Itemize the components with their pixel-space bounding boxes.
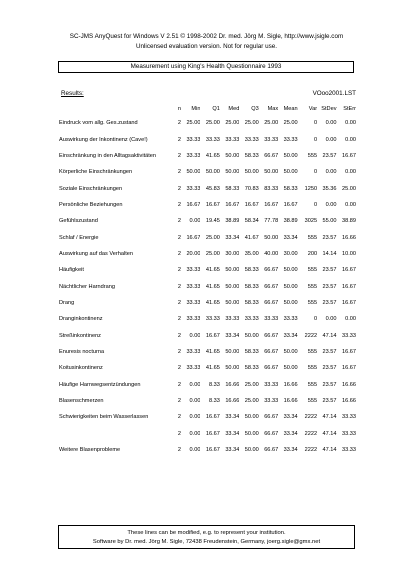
row-label: Blasenschmerzen — [59, 398, 104, 405]
report-title-box — [58, 61, 354, 73]
cell-max: 16.67 — [264, 201, 279, 208]
cell-med: 33.33 — [225, 136, 240, 143]
cell-min: 0.00 — [189, 398, 201, 405]
cell-sterr: 16.66 — [342, 398, 356, 405]
cell-q3: 33.33 — [244, 136, 259, 143]
cell-max: 66.67 — [264, 267, 279, 274]
row-label — [59, 426, 173, 442]
cell-q1: 25.00 — [205, 250, 220, 257]
cell-n: 2 — [177, 218, 181, 225]
cell-max: 33.33 — [264, 316, 279, 323]
cell-med: 33.34 — [225, 332, 240, 339]
cell-q1: 41.65 — [205, 283, 220, 290]
column-header-label — [59, 102, 173, 115]
cell-stdev: 47.14 — [322, 430, 337, 437]
row-label: Schwierigkeiten beim Wasserlassen — [59, 414, 149, 421]
cell-sterr: 0.00 — [345, 316, 356, 323]
table-row — [59, 131, 356, 147]
cell-n: 2 — [177, 430, 181, 437]
table-row — [59, 180, 356, 196]
cell-max: 66.67 — [264, 299, 279, 306]
results-label: Results: — [61, 90, 84, 97]
cell-med: 33.34 — [225, 414, 240, 421]
cell-var: 0 — [313, 136, 318, 143]
cell-mean: 38.89 — [283, 218, 298, 225]
cell-q3: 50.00 — [244, 430, 259, 437]
cell-mean: 30.00 — [283, 250, 298, 257]
header-copyright-line: SC-JMS AnyQuest for Windows V 2.51 © 1998-2002 Dr. med. Jörg M. Sigle, http://www.jsigle.com — [69, 33, 344, 40]
row-label: Auswirkung auf das Verhalten — [59, 250, 134, 257]
footer-software-line: Software by Dr. med. Jörg M. Sigle, 72438 Freudenstein, Germany, joerg.sigle@gmx.net — [92, 538, 321, 545]
cell-q1: 41.65 — [205, 267, 220, 274]
cell-mean: 25.00 — [283, 120, 298, 127]
cell-q3: 50.00 — [244, 169, 259, 176]
cell-max: 33.33 — [264, 398, 279, 405]
cell-stdev: 14.14 — [322, 250, 337, 257]
cell-q3: 35.00 — [244, 250, 259, 257]
cell-stdev: 47.14 — [322, 447, 337, 454]
cell-q1: 45.83 — [205, 185, 220, 192]
table-body — [59, 115, 356, 458]
cell-stdev: 23.57 — [322, 234, 337, 241]
cell-q1: 16.67 — [205, 414, 220, 421]
cell-mean: 16.67 — [283, 201, 298, 208]
row-label: Körperliche Einschränkungen — [59, 169, 133, 176]
cell-sterr: 16.66 — [342, 234, 356, 241]
column-header-mean: Mean — [283, 105, 298, 112]
cell-n: 2 — [177, 299, 181, 306]
cell-var: 200 — [307, 250, 318, 257]
cell-med: 50.00 — [225, 348, 240, 355]
column-header-q1: Q1 — [212, 105, 220, 112]
table-row — [59, 426, 356, 442]
cell-mean: 50.00 — [283, 152, 298, 159]
cell-q1: 33.33 — [205, 316, 220, 323]
cell-sterr: 33.33 — [342, 430, 356, 437]
cell-med: 33.34 — [225, 430, 240, 437]
cell-stdev: 23.57 — [322, 283, 337, 290]
cell-min: 33.33 — [186, 267, 201, 274]
cell-mean: 50.00 — [283, 365, 298, 372]
cell-n: 2 — [177, 381, 181, 388]
cell-max: 33.33 — [264, 381, 279, 388]
cell-min: 20.00 — [186, 250, 201, 257]
cell-mean: 33.33 — [283, 136, 298, 143]
cell-sterr: 38.89 — [342, 218, 356, 225]
cell-stdev: 55.00 — [322, 218, 337, 225]
cell-max: 50.00 — [264, 169, 279, 176]
cell-n: 2 — [177, 201, 181, 208]
cell-q3: 58.33 — [244, 348, 259, 355]
row-label: Auswirkung der Inkontinenz (Cave!) — [59, 136, 148, 143]
cell-q3: 16.67 — [244, 201, 259, 208]
cell-mean: 58.33 — [283, 185, 298, 192]
cell-q1: 41.65 — [205, 152, 220, 159]
cell-mean: 50.00 — [283, 267, 298, 274]
cell-q1: 41.65 — [205, 348, 220, 355]
cell-q3: 58.33 — [244, 267, 259, 274]
table-header-row — [59, 102, 356, 115]
table-row — [59, 213, 356, 229]
cell-n: 2 — [177, 348, 181, 355]
cell-min: 50.00 — [186, 169, 201, 176]
cell-mean: 16.66 — [283, 381, 298, 388]
cell-med: 50.00 — [225, 365, 240, 372]
column-header-q3: Q3 — [251, 105, 259, 112]
row-label: Nächtlicher Harndrang — [59, 283, 115, 290]
cell-var: 2222 — [304, 332, 318, 339]
cell-mean: 33.34 — [283, 414, 298, 421]
cell-min: 0.00 — [189, 218, 201, 225]
cell-max: 50.00 — [264, 234, 279, 241]
cell-n: 2 — [177, 136, 181, 143]
row-label: Soziale Einschränkungen — [59, 185, 123, 192]
cell-sterr: 16.66 — [342, 381, 356, 388]
cell-n: 2 — [177, 365, 181, 372]
cell-max: 33.33 — [264, 136, 279, 143]
cell-min: 33.33 — [186, 136, 201, 143]
cell-sterr: 0.00 — [345, 169, 356, 176]
cell-n: 2 — [177, 185, 181, 192]
cell-sterr: 33.33 — [342, 414, 356, 421]
cell-mean: 33.33 — [283, 316, 298, 323]
cell-n: 2 — [177, 316, 181, 323]
row-label: Enuresis nocturna — [59, 348, 105, 355]
cell-q1: 50.00 — [205, 169, 220, 176]
cell-stdev: 23.57 — [322, 267, 337, 274]
column-header-max: Max — [267, 105, 279, 112]
column-header-min: Min — [191, 105, 201, 112]
cell-q3: 58.33 — [244, 299, 259, 306]
table-row — [59, 278, 356, 294]
cell-var: 555 — [307, 152, 318, 159]
cell-min: 0.00 — [189, 332, 201, 339]
row-label: Weitere Blasenprobleme — [59, 447, 121, 454]
cell-stdev: 47.14 — [322, 414, 337, 421]
cell-med: 50.00 — [225, 299, 240, 306]
cell-stdev: 23.57 — [322, 365, 337, 372]
table-row — [59, 115, 356, 131]
table-row — [59, 344, 356, 360]
cell-stdev: 0.00 — [325, 136, 337, 143]
cell-q3: 70.83 — [244, 185, 259, 192]
cell-q3: 50.00 — [244, 332, 259, 339]
cell-stdev: 0.00 — [325, 120, 337, 127]
results-table — [59, 102, 356, 458]
cell-var: 555 — [307, 398, 318, 405]
cell-min: 0.00 — [189, 381, 201, 388]
cell-sterr: 0.00 — [345, 120, 356, 127]
cell-n: 2 — [177, 250, 181, 257]
cell-med: 30.00 — [225, 250, 240, 257]
cell-med: 58.33 — [225, 185, 240, 192]
cell-q1: 19.45 — [205, 218, 220, 225]
cell-max: 25.00 — [264, 120, 279, 127]
cell-sterr: 16.67 — [342, 267, 356, 274]
cell-stdev: 35.36 — [322, 185, 337, 192]
cell-n: 2 — [177, 447, 181, 454]
cell-mean: 50.00 — [283, 283, 298, 290]
cell-max: 66.67 — [264, 152, 279, 159]
cell-med: 16.67 — [225, 201, 240, 208]
cell-q1: 33.33 — [205, 136, 220, 143]
cell-stdev: 23.57 — [322, 348, 337, 355]
table-row — [59, 327, 356, 343]
cell-var: 2222 — [304, 447, 318, 454]
cell-var: 2222 — [304, 414, 318, 421]
cell-n: 2 — [177, 152, 181, 159]
row-label: Häufige Harnwegsentzündungen — [59, 381, 141, 388]
row-label: Schlaf / Energie — [59, 234, 99, 241]
cell-var: 555 — [307, 283, 318, 290]
cell-var: 0 — [313, 316, 318, 323]
cell-sterr: 0.00 — [345, 136, 356, 143]
cell-q1: 16.67 — [205, 430, 220, 437]
cell-min: 33.33 — [186, 316, 201, 323]
cell-q3: 58.33 — [244, 365, 259, 372]
cell-max: 66.67 — [264, 430, 279, 437]
cell-med: 16.66 — [225, 381, 240, 388]
cell-min: 0.00 — [189, 430, 201, 437]
cell-n: 2 — [177, 120, 181, 127]
cell-q1: 16.67 — [205, 332, 220, 339]
cell-med: 50.00 — [225, 169, 240, 176]
cell-q3: 41.67 — [244, 234, 259, 241]
cell-n: 2 — [177, 267, 181, 274]
table-row — [59, 409, 356, 425]
cell-sterr: 16.67 — [342, 283, 356, 290]
cell-med: 50.00 — [225, 283, 240, 290]
cell-var: 555 — [307, 267, 318, 274]
cell-var: 555 — [307, 299, 318, 306]
cell-q1: 41.65 — [205, 365, 220, 372]
footer-institution-line: These lines can be modified, e.g. to represent your institution. — [127, 530, 286, 536]
row-label: Persönliche Beziehungen — [59, 201, 123, 208]
cell-q1: 41.65 — [205, 299, 220, 306]
table-row — [59, 295, 356, 311]
cell-sterr: 33.33 — [342, 332, 356, 339]
cell-sterr: 16.67 — [342, 348, 356, 355]
cell-sterr: 16.67 — [342, 299, 356, 306]
cell-stdev: 23.57 — [322, 152, 337, 159]
header-license-notice: Unlicensed evaluation version. Not for regular use. — [135, 43, 278, 50]
cell-min: 16.67 — [186, 201, 201, 208]
table-row — [59, 197, 356, 213]
cell-max: 66.67 — [264, 348, 279, 355]
cell-mean: 16.66 — [283, 398, 298, 405]
table-row — [59, 164, 356, 180]
cell-min: 16.67 — [186, 234, 201, 241]
cell-med: 33.34 — [225, 447, 240, 454]
cell-q3: 25.00 — [244, 398, 259, 405]
cell-mean: 33.34 — [283, 430, 298, 437]
cell-n: 2 — [177, 398, 181, 405]
cell-q3: 58.33 — [244, 283, 259, 290]
row-label: Häufigkeit — [59, 267, 84, 274]
cell-q1: 25.00 — [205, 234, 220, 241]
cell-mean: 33.34 — [283, 447, 298, 454]
cell-n: 2 — [177, 414, 181, 421]
table-row — [59, 360, 356, 376]
cell-min: 0.00 — [189, 447, 201, 454]
table-row — [59, 377, 356, 393]
cell-med: 33.34 — [225, 234, 240, 241]
cell-stdev: 23.57 — [322, 381, 337, 388]
cell-var: 555 — [307, 348, 318, 355]
cell-max: 83.33 — [264, 185, 279, 192]
cell-min: 33.33 — [186, 185, 201, 192]
cell-min: 33.33 — [186, 348, 201, 355]
cell-sterr: 33.33 — [342, 447, 356, 454]
row-label: Eindruck vom allg. Ges.zustand — [59, 120, 138, 127]
cell-stdev: 47.14 — [322, 332, 337, 339]
cell-q1: 8.33 — [208, 398, 220, 405]
cell-q1: 16.67 — [205, 201, 220, 208]
cell-stdev: 23.57 — [322, 299, 337, 306]
cell-med: 38.89 — [225, 218, 240, 225]
cell-mean: 50.00 — [283, 169, 298, 176]
cell-min: 33.33 — [186, 283, 201, 290]
column-header-stdev: StDev — [321, 105, 337, 112]
cell-stdev: 23.57 — [322, 398, 337, 405]
footer-box — [58, 525, 355, 549]
cell-stdev: 0.00 — [325, 169, 337, 176]
cell-max: 66.67 — [264, 447, 279, 454]
cell-var: 555 — [307, 381, 318, 388]
cell-n: 2 — [177, 332, 181, 339]
file-name-label: VOoo2001.LST — [312, 90, 356, 97]
cell-q3: 33.33 — [244, 316, 259, 323]
cell-max: 40.00 — [264, 250, 279, 257]
cell-n: 2 — [177, 234, 181, 241]
cell-med: 50.00 — [225, 267, 240, 274]
cell-mean: 33.34 — [283, 332, 298, 339]
cell-min: 33.33 — [186, 299, 201, 306]
cell-sterr: 10.00 — [342, 250, 356, 257]
row-label: Einschränkung in den Alltagsaktivitäten — [59, 152, 157, 159]
row-label: Drang — [59, 299, 75, 306]
cell-var: 3025 — [304, 218, 318, 225]
column-header-var: Var — [308, 105, 318, 112]
cell-max: 66.67 — [264, 332, 279, 339]
cell-sterr: 16.67 — [342, 152, 356, 159]
table-row — [59, 246, 356, 262]
cell-var: 0 — [313, 120, 318, 127]
cell-q3: 50.00 — [244, 414, 259, 421]
cell-var: 1250 — [304, 185, 318, 192]
cell-max: 66.67 — [264, 283, 279, 290]
table-row — [59, 148, 356, 164]
row-label: Streßinkontinenz — [59, 332, 101, 339]
table-row — [59, 229, 356, 245]
cell-q1: 25.00 — [205, 120, 220, 127]
cell-min: 33.33 — [186, 152, 201, 159]
cell-var: 0 — [313, 201, 318, 208]
cell-max: 77.78 — [264, 218, 279, 225]
cell-q1: 16.67 — [205, 447, 220, 454]
cell-q1: 8.33 — [208, 381, 220, 388]
cell-stdev: 0.00 — [325, 201, 337, 208]
cell-max: 66.67 — [264, 414, 279, 421]
table-row — [59, 393, 356, 409]
cell-sterr: 0.00 — [345, 201, 356, 208]
cell-mean: 50.00 — [283, 299, 298, 306]
cell-min: 25.00 — [186, 120, 201, 127]
row-label: Gefühlszustand — [59, 218, 98, 225]
cell-q3: 50.00 — [244, 447, 259, 454]
cell-mean: 50.00 — [283, 348, 298, 355]
cell-var: 0 — [313, 169, 318, 176]
cell-med: 25.00 — [225, 120, 240, 127]
cell-q3: 58.33 — [244, 152, 259, 159]
cell-var: 2222 — [304, 430, 318, 437]
cell-sterr: 16.67 — [342, 365, 356, 372]
cell-max: 66.67 — [264, 365, 279, 372]
cell-var: 555 — [307, 365, 318, 372]
row-label: Dranginkontinenz — [59, 316, 103, 323]
cell-var: 555 — [307, 234, 318, 241]
report-title: Measurement using King's Health Questionnaire 1993 — [130, 63, 282, 70]
cell-mean: 33.34 — [283, 234, 298, 241]
cell-n: 2 — [177, 283, 181, 290]
cell-q3: 58.34 — [244, 218, 259, 225]
cell-med: 33.33 — [225, 316, 240, 323]
cell-stdev: 0.00 — [325, 316, 337, 323]
cell-med: 50.00 — [225, 152, 240, 159]
cell-min: 33.33 — [186, 365, 201, 372]
column-header-med: Med — [228, 105, 240, 112]
table-row — [59, 311, 356, 327]
column-header-sterr: StErr — [343, 105, 356, 112]
cell-n: 2 — [177, 169, 181, 176]
column-header-n: n — [177, 105, 181, 112]
table-row — [59, 442, 356, 458]
cell-min: 0.00 — [189, 414, 201, 421]
cell-sterr: 25.00 — [342, 185, 356, 192]
row-label: Koitusinkontinenz — [59, 365, 103, 372]
cell-q3: 25.00 — [244, 381, 259, 388]
table-row — [59, 262, 356, 278]
cell-med: 16.66 — [225, 398, 240, 405]
cell-q3: 25.00 — [244, 120, 259, 127]
